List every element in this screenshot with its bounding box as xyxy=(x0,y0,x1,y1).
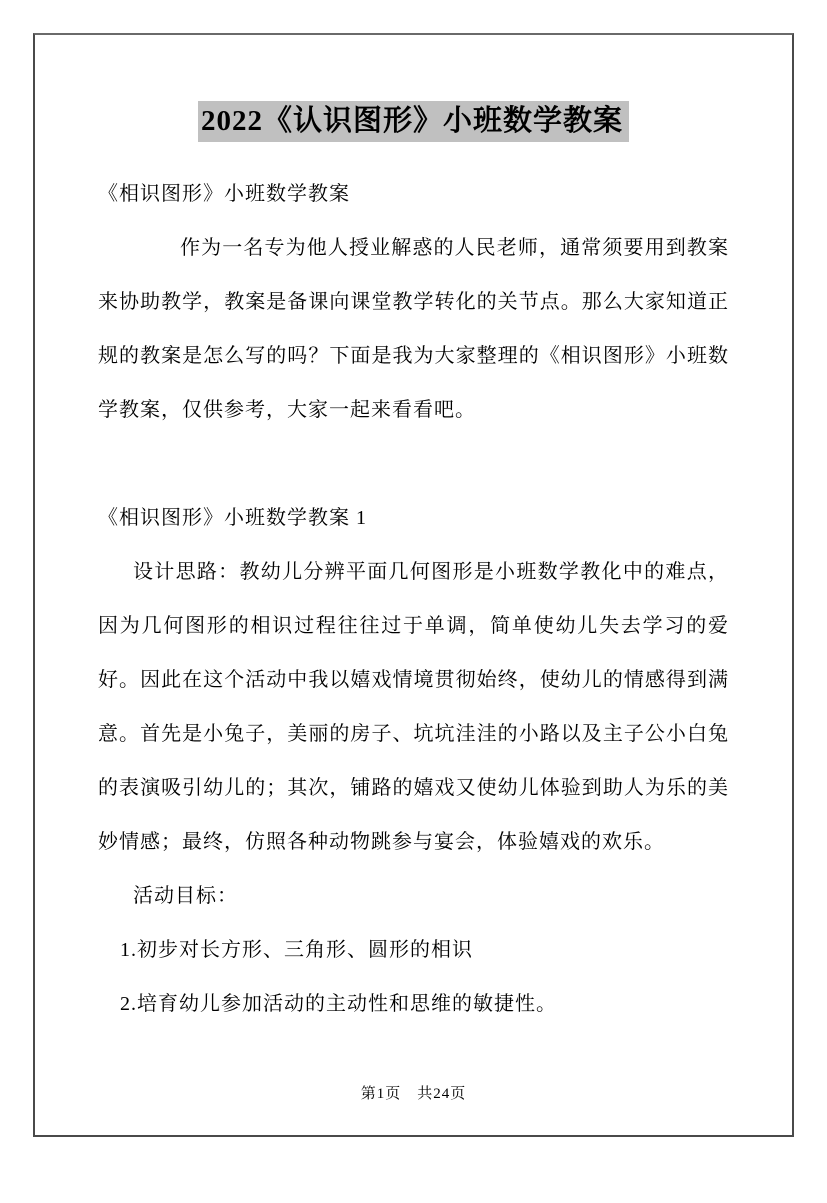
goals-heading: 活动目标： xyxy=(133,885,238,907)
title-highlight: 2022《认识图形》小班数学教案 xyxy=(198,101,629,142)
intro-paragraph: 作为一名专为他人授业解惑的人民老师，通常须要用到教案来协助教学，教案是备课向课堂教学转化的关节点。那么大家知道正规的教案是怎么写的吗？下面是我为大家整理的《相识图形》小班数学教案，仅供参考，大家一起来看看吧。 xyxy=(98,237,729,421)
goal-item-2: 2.培育幼儿参加活动的主动性和思维的敏捷性。 xyxy=(120,993,557,1015)
goal-item-1: 1.初步对长方形、三角形、圆形的相识 xyxy=(120,939,473,961)
document-page xyxy=(33,33,794,1137)
subtitle-line: 《相识图形》小班数学教案 xyxy=(98,183,350,205)
design-ideas-paragraph: 设计思路：教幼儿分辨平面几何图形是小班数学教化中的难点，因为几何图形的相识过程往往过于单调，简单使幼儿失去学习的爱好。因此在这个活动中我以嬉戏情境贯彻始终，使幼儿的情感得到满意。首先是小兔子，美丽的房子、坑坑洼洼的小路以及主子公小白兔的表演吸引幼儿的；其次，铺路的嬉戏又使幼儿体验到助人为乐的美妙情感；最终，仿照各种动物跳参与宴会，体验嬉戏的欢乐。 xyxy=(98,561,729,853)
section-1-heading: 《相识图形》小班数学教案 1 xyxy=(98,507,367,529)
page-number-footer: 第1页 共24页 xyxy=(360,1086,467,1102)
document-title xyxy=(98,99,729,143)
